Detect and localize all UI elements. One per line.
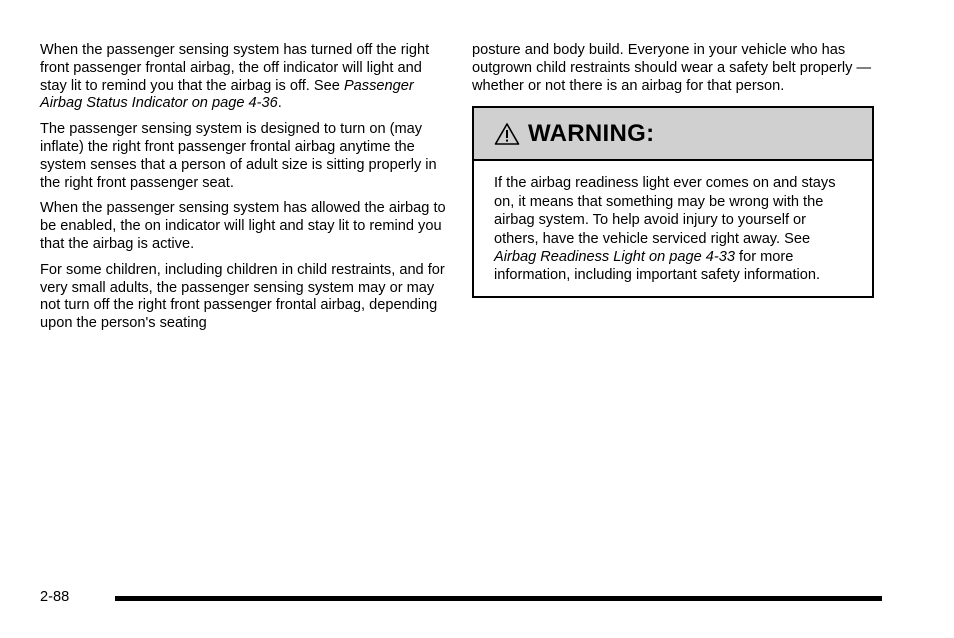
paragraph-text: When the passenger sensing system has turned off the right front passenger frontal airbag, the off indicator will light and stay lit to remind you that the airbag is off. See (40, 42, 430, 94)
cross-reference-airbag-readiness-light: Airbag Readiness Light on page 4-33 (494, 249, 735, 266)
paragraph-children: For some children, including children in child restraints, and for very small adults, the passenger sensing system may or may not turn off the right front passenger frontal airbag, depending upon the person's seating (40, 261, 445, 332)
page-number: 2-88 (40, 589, 70, 605)
paragraph-turn-on: The passenger sensing system is designed to turn on (may inflate) the right front passenger frontal airbag anytime the system senses that a person of adult size is sitting properly in the right front passenger seat. (40, 121, 437, 191)
warning-triangle-icon (494, 122, 520, 146)
paragraph-tail: . (277, 95, 282, 112)
right-column (472, 42, 874, 298)
warning-body (474, 161, 872, 295)
warning-text-tail: for more information, including important safety information. (494, 249, 821, 284)
warning-header (474, 108, 872, 161)
paragraph-off-indicator (40, 42, 450, 113)
footer-divider (115, 596, 882, 601)
paragraph-on-indicator: When the passenger sensing system has allowed the airbag to be enabled, the on indicator will light and stay lit to remind you that the airbag is active. (40, 200, 446, 252)
warning-text: If the airbag readiness light ever comes on and stays on, it means that something may be wrong with the airbag system. To help avoid injury to yourself or others, have the vehicle serviced right away. See (494, 175, 836, 247)
warning-box (472, 106, 874, 297)
warning-title: WARNING: (528, 119, 655, 147)
cross-reference-passenger-airbag-status: Passenger Airbag Status Indicator on page 4-36 (40, 77, 414, 112)
left-column (40, 42, 450, 333)
paragraph-posture: posture and body build. Everyone in your vehicle who has outgrown child restraints should wear a safety belt properly — whether or not there is an airbag for that person. (472, 42, 872, 94)
